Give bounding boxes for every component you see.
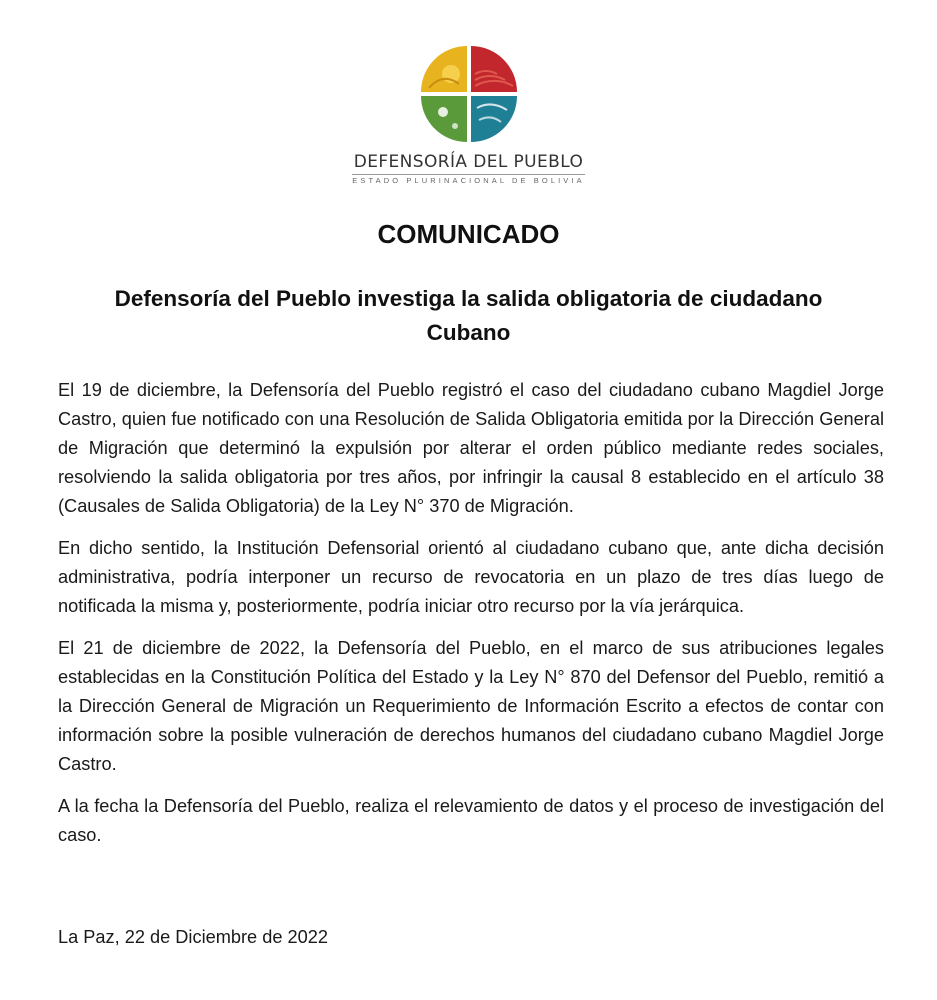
paragraph-4: A la fecha la Defensoría del Pueblo, realiza el relevamiento de datos y el proceso de investigación del caso. <box>58 796 884 845</box>
document-body <box>58 376 884 863</box>
document-subtitle: Defensoría del Pueblo investiga la salida obligatoria de ciudadano Cubano <box>114 286 823 345</box>
paragraph-2: En dicho sentido, la Institución Defensorial orientó al ciudadano cubano que, ante dicha decisión administrativa, podría interponer un recurso de revocatoria en un plazo de tres días luego de notificada la misma y, posteriormente, podría iniciar otro recurso por la vía jerárquica. <box>58 538 884 616</box>
date-line: La Paz, 22 de Diciembre de 2022 <box>58 927 328 947</box>
org-name: DEFENSORÍA DEL PUEBLO <box>353 152 584 172</box>
document-title: COMUNICADO <box>377 219 560 249</box>
header-logo-block <box>0 44 937 185</box>
paragraph-1: El 19 de diciembre, la Defensoría del Pueblo registró el caso del ciudadano cubano Magdiel Jorge Castro, quien fue notificado con una Resolución de Salida Obligatoria emitida por la Dirección General de Migración que determinó la expulsión por alterar el orden público mediante redes sociales, resolviendo la salida obligatoria por tres años, por infringir la causal 8 establecido en el artículo 38 (Causales de Salida Obligatoria) de la Ley N° 370 de Migración. <box>58 380 884 516</box>
org-subtitle: ESTADO PLURINACIONAL DE BOLIVIA <box>352 176 585 185</box>
defensoria-quadrant-logo-icon <box>419 44 519 144</box>
paragraph-3: El 21 de diciembre de 2022, la Defensoría del Pueblo, en el marco de sus atribuciones legales establecidas en la Constitución Política del Estado y la Ley N° 870 del Defensor del Pueblo, remitió a la Dirección General de Migración un Requerimiento de Información Escrito a efectos de contar con información sobre la posible vulneración de derechos humanos del ciudadano cubano Magdiel Jorge Castro. <box>58 638 884 774</box>
